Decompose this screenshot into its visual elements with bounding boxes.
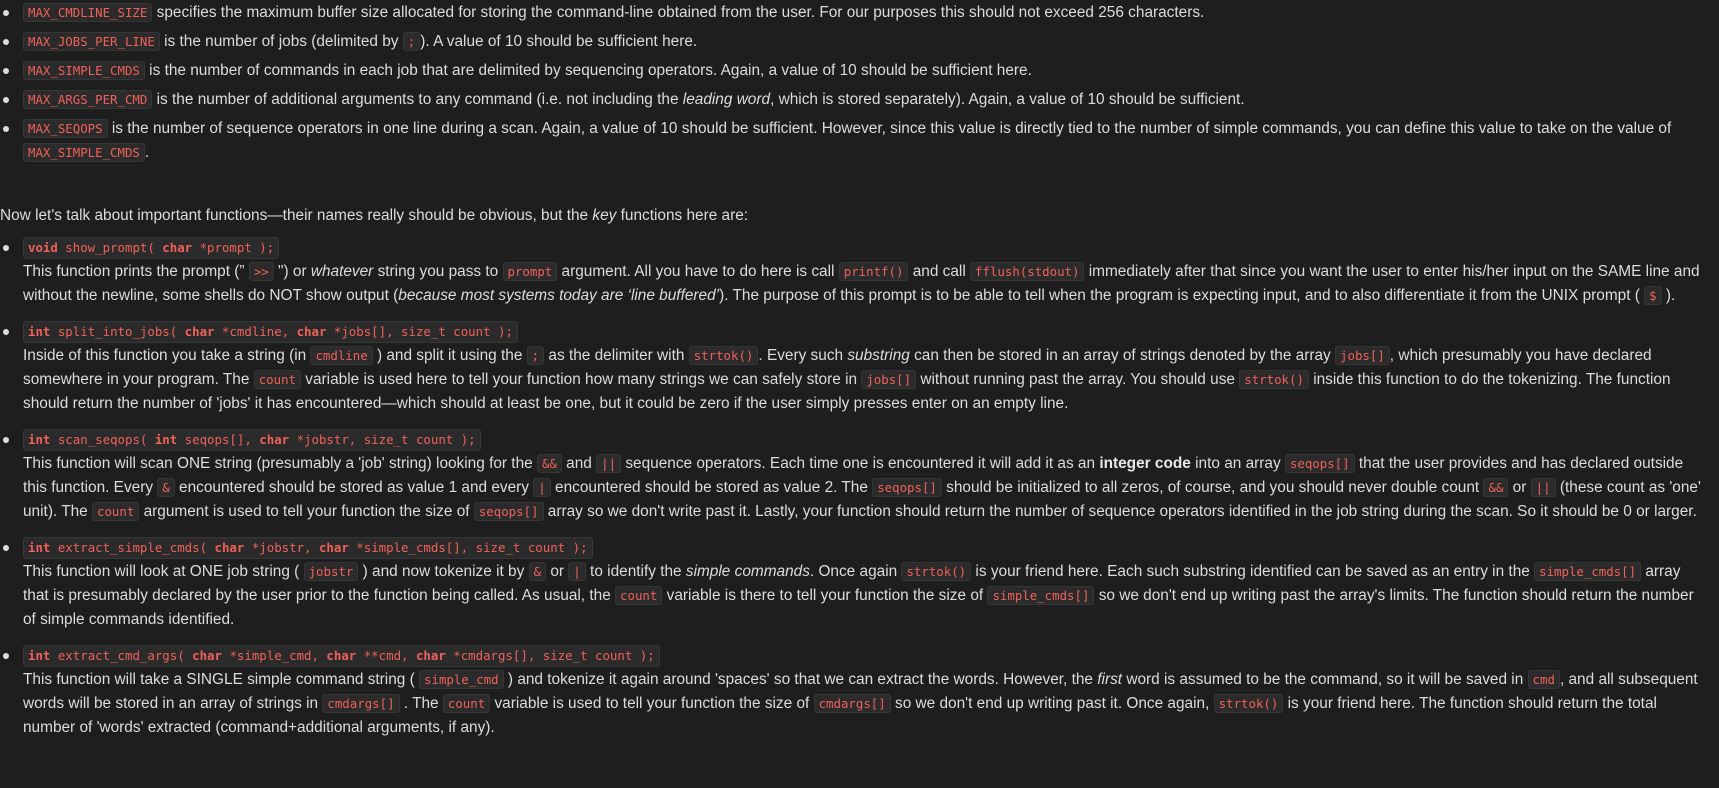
inline-code: cmd: [1528, 670, 1560, 689]
config-item-text: is the number of commands in each job that are delimited by sequencing operators. Again, a value of 10 should be sufficient here.: [144, 62, 1032, 79]
description-text: encountered should be stored as value 2. The: [550, 479, 873, 496]
description-text: encountered should be stored as value 1 and every: [174, 479, 534, 496]
function-description: [23, 260, 1707, 308]
description-text: inside this function to do the tokenizing. The function should return the number of 'jobs' it has encountered—which should at least be one, but it could be zero if the user simply presses enter on an empty line.: [23, 371, 1671, 412]
inline-code: |: [533, 478, 550, 497]
function-description: [23, 452, 1707, 524]
description-text: argument is used to tell your function the size of: [139, 503, 474, 520]
functions-intro: [0, 204, 1710, 228]
signature-token: char: [162, 240, 193, 255]
description-text: ).: [1661, 287, 1676, 304]
signature-token: **cmd,: [356, 648, 416, 663]
description-text: , and all subsequent words will be stored in an array of strings in: [23, 671, 1698, 712]
inline-code: &&: [537, 454, 562, 473]
inline-code: &: [529, 562, 546, 581]
emphasis-text: simple commands: [685, 563, 810, 580]
description-text: ) and now tokenize it by: [358, 563, 529, 580]
constant-name: MAX_SEQOPS: [23, 119, 108, 138]
signature-token: char: [318, 540, 349, 555]
inline-code: count: [443, 694, 490, 713]
function-item-scan-seqops: [0, 428, 1719, 524]
description-text: that the user provides and has declared outside this function. Every: [23, 455, 1684, 496]
description-text: sequence operators. Each time one is encountered it will add it as an: [621, 455, 1100, 472]
description-text: argument. All you have to do here is call: [557, 263, 839, 280]
inline-code: cmdargs[]: [322, 694, 399, 713]
signature-token: *cmdargs[], size_t count );: [445, 648, 655, 663]
config-item-simple-cmds: [0, 59, 1719, 83]
description-text: ) and tokenize it again around 'spaces' so that we can extract the words. However, the: [503, 671, 1098, 688]
inline-code: printf(): [839, 262, 909, 281]
functions-list: [0, 236, 1719, 740]
inline-code: seqops[]: [1285, 454, 1355, 473]
inline-code: >>: [249, 262, 274, 281]
inline-code: ;: [403, 32, 420, 51]
description-text: is your friend here. Each such substring identified can be saved as an entry in the: [971, 563, 1535, 580]
signature-token: int: [28, 540, 51, 555]
emphasis-text: whatever: [310, 263, 374, 280]
signature-token: *simple_cmds[], size_t count );: [348, 540, 588, 555]
inline-code: seqops[]: [872, 478, 942, 497]
signature-token: char: [296, 324, 327, 339]
inline-code: seqops[]: [474, 502, 544, 521]
inline-code: &: [157, 478, 174, 497]
signature-token: int: [154, 432, 178, 447]
config-item-text: is the number of additional arguments to any command (i.e. not including the: [152, 91, 683, 108]
description-text: array so we don't write past it. Lastly, your function should return the number of sequence operators identified in the job string during the scan. So it should be 0 or larger.: [543, 503, 1697, 520]
signature-token: int: [28, 432, 51, 447]
signature-token: *jobstr,: [244, 540, 319, 555]
inline-code: count: [615, 586, 662, 605]
description-text: is your friend here. The function should return the total number of 'words' extracted (command+additional arguments, if any).: [23, 695, 1657, 736]
signature-token: extract_cmd_args(: [50, 648, 193, 663]
inline-code: cmdargs[]: [814, 694, 891, 713]
signature-token: char: [184, 324, 215, 339]
description-text: into an array: [1190, 455, 1285, 472]
description-text: variable is used to tell your function the size of: [490, 695, 814, 712]
description-text: This function will take a SINGLE simple command string (: [23, 671, 420, 688]
description-text: or: [1508, 479, 1531, 496]
config-item-cmdline-size: [0, 1, 1719, 25]
signature-token: split_into_jobs(: [50, 324, 185, 339]
description-text: immediately after that since you want the user to enter his/her input on the SAME line and without the newline, some shells do NOT show output (: [23, 263, 1700, 304]
config-constants-list: [0, 1, 1719, 165]
constant-name: MAX_ARGS_PER_CMD: [23, 90, 152, 109]
signature-token: char: [214, 540, 245, 555]
function-signature: [23, 321, 518, 343]
signature-token: int: [28, 324, 51, 339]
inline-code: count: [254, 370, 301, 389]
description-text: This function will scan ONE string (presumably a 'job' string) looking for the: [23, 455, 537, 472]
intro-text: functions here are:: [616, 207, 749, 224]
config-item-text: .: [144, 144, 150, 161]
config-item-jobs-per-line: [0, 30, 1719, 54]
intro-text: Now let's talk about important functions—their names really should be obvious, but the: [0, 207, 593, 224]
emphasis-text: substring: [847, 347, 910, 364]
description-text: This function will look at ONE job string (: [23, 563, 304, 580]
description-text: . Once again: [809, 563, 902, 580]
description-text: . The: [399, 695, 443, 712]
inline-code: ;: [527, 346, 544, 365]
inline-code: strtok(): [1239, 370, 1309, 389]
inline-code: jobstr: [304, 562, 359, 581]
description-text: string you pass to: [373, 263, 503, 280]
description-text: should be initialized to all zeros, of course, and you should never double count: [941, 479, 1484, 496]
description-text: or: [546, 563, 569, 580]
inline-code: ||: [596, 454, 621, 473]
inline-code: strtok(): [689, 346, 759, 365]
function-signature: [23, 537, 593, 559]
description-text: This function prints the prompt (”: [23, 263, 249, 280]
constant-name: MAX_SIMPLE_CMDS: [23, 61, 145, 80]
config-item-text: is the number of jobs (delimited by: [159, 33, 403, 50]
inline-code: MAX_SIMPLE_CMDS: [23, 143, 145, 162]
description-text: array that is presumably declared by the user prior to the function being called. As usual, the: [23, 563, 1681, 604]
signature-token: char: [415, 648, 446, 663]
emphasis-text: key: [592, 207, 617, 224]
description-text: as the delimiter with: [544, 347, 689, 364]
inline-code: cmdline: [310, 346, 372, 365]
inline-code: &&: [1483, 478, 1508, 497]
config-item-seqops: [0, 117, 1719, 165]
signature-token: int: [28, 648, 51, 663]
function-item-extract-cmd-args: [0, 644, 1719, 740]
description-text: so we don't end up writing past it. Once again,: [890, 695, 1214, 712]
config-item-text: is the number of sequence operators in one line during a scan. Again, a value of 10 should be sufficient. However, since this value is directly tied to the number of simple commands, you can define this value to take on the value of: [107, 120, 1672, 137]
signature-token: char: [259, 432, 290, 447]
function-signature: [23, 237, 279, 259]
inline-code: simple_cmds[]: [987, 586, 1094, 605]
bold-text: integer code: [1099, 455, 1191, 472]
description-text: Inside of this function you take a string (in: [23, 347, 311, 364]
inline-code: jobs[]: [1335, 346, 1390, 365]
signature-token: *jobstr, size_t count );: [289, 432, 476, 447]
function-description: [23, 560, 1707, 632]
inline-code: strtok(): [1214, 694, 1284, 713]
config-item-args-per-cmd: [0, 88, 1719, 112]
emphasis-text: first: [1097, 671, 1123, 688]
description-text: ). The purpose of this prompt is to be able to tell when the program is expecting input, and to also differentiate it from the UNIX prompt (: [719, 287, 1645, 304]
config-item-text: specifies the maximum buffer size allocated for storing the command-line obtained from the user. For our purposes this should not exceed 256 characters.: [152, 4, 1205, 21]
inline-code: jobs[]: [861, 370, 916, 389]
signature-token: *simple_cmd,: [221, 648, 327, 663]
signature-token: seqops[],: [177, 432, 260, 447]
emphasis-text: leading word: [682, 91, 771, 108]
inline-code: fflush(stdout): [970, 262, 1084, 281]
description-text: ) and split it using the: [372, 347, 527, 364]
description-text: variable is used here to tell your function how many strings we can safely store in: [301, 371, 862, 388]
signature-token: void: [28, 240, 58, 255]
function-item-show-prompt: [0, 236, 1719, 308]
signature-token: *cmdline,: [214, 324, 297, 339]
description-text: word is assumed to be the command, so it will be saved in: [1122, 671, 1528, 688]
config-item-text: ). A value of 10 should be sufficient here.: [420, 33, 698, 50]
signature-token: char: [326, 648, 357, 663]
description-text: and call: [908, 263, 971, 280]
inline-code: prompt: [503, 262, 558, 281]
inline-code: |: [568, 562, 585, 581]
description-text: , which presumably you have declared somewhere in your program. The: [23, 347, 1652, 388]
function-signature: [23, 429, 481, 451]
inline-code: strtok(): [901, 562, 971, 581]
description-text: can then be stored in an array of strings denoted by the array: [909, 347, 1336, 364]
description-text: to identify the: [585, 563, 686, 580]
description-text: without running past the array. You should use: [916, 371, 1240, 388]
description-text: (these count as 'one' unit). The: [23, 479, 1701, 520]
signature-token: *jobs[], size_t count );: [326, 324, 513, 339]
inline-code: $: [1644, 286, 1661, 305]
description-text: and: [561, 455, 597, 472]
inline-code: ||: [1531, 478, 1556, 497]
function-description: [23, 344, 1707, 416]
function-signature: [23, 645, 660, 667]
description-text: . Every such: [758, 347, 848, 364]
emphasis-text: because most systems today are ‘line buffered’: [398, 287, 720, 304]
function-item-split-into-jobs: [0, 320, 1719, 416]
description-text: variable is there to tell your function the size of: [662, 587, 988, 604]
signature-token: scan_seqops(: [50, 432, 155, 447]
inline-code: simple_cmds[]: [1534, 562, 1641, 581]
constant-name: MAX_JOBS_PER_LINE: [23, 32, 160, 51]
config-item-text: , which is stored separately). Again, a value of 10 should be sufficient.: [770, 91, 1245, 108]
signature-token: char: [192, 648, 222, 663]
description-text: so we don't end up writing past the array's limits. The function should return the number of simple commands identified.: [23, 587, 1694, 628]
inline-code: simple_cmd: [419, 670, 504, 689]
signature-token: *prompt );: [192, 240, 275, 255]
function-item-extract-simple-cmds: [0, 536, 1719, 632]
function-description: [23, 668, 1707, 740]
inline-code: count: [92, 502, 139, 521]
constant-name: MAX_CMDLINE_SIZE: [23, 3, 152, 22]
signature-token: extract_simple_cmds(: [50, 540, 215, 555]
signature-token: show_prompt(: [57, 240, 163, 255]
description-text: ") or: [273, 263, 311, 280]
